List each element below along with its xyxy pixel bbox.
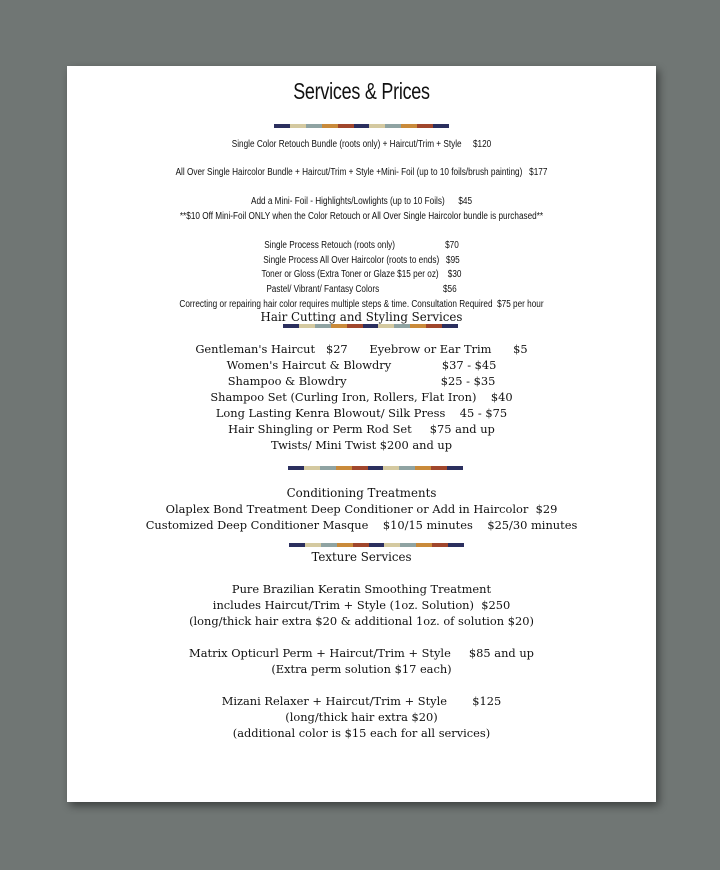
divider-stripe: [289, 543, 464, 547]
service-line: Add a Mini- Foil - Highlights/Lowlights (up to 10 Foils) $45: [250, 196, 473, 207]
service-line: Pure Brazilian Keratin Smoothing Treatment: [231, 582, 492, 596]
service-line: Twists/ Mini Twist $200 and up: [270, 438, 453, 452]
stripe-segment: [320, 466, 336, 470]
service-line: (Extra perm solution $17 each): [271, 662, 452, 676]
stripe-segment: [354, 124, 370, 128]
service-line: Matrix Opticurl Perm + Haircut/Trim + Style $85 and up: [189, 646, 534, 660]
service-line: Olaplex Bond Treatment Deep Conditioner or Add in Haircolor $29: [165, 502, 558, 516]
stripe-segment: [338, 124, 354, 128]
service-line: Shampoo Set (Curling Iron, Rollers, Flat Iron) $40: [210, 390, 513, 404]
divider-stripe: [283, 324, 458, 328]
stripe-segment: [290, 124, 306, 128]
service-line: (long/thick hair extra $20 & additional 1oz. of solution $20): [189, 614, 534, 628]
service-line: Shampoo & Blowdry $25 - $35: [227, 374, 496, 388]
stripe-segment: [283, 324, 299, 328]
service-line: Gentleman's Haircut $27 Eyebrow or Ear Trim $5: [195, 342, 528, 356]
service-line: Single Process Retouch (roots only) $70: [264, 240, 459, 251]
stripe-segment: [369, 124, 385, 128]
stripe-segment: [416, 543, 432, 547]
stripe-segment: [410, 324, 426, 328]
stripe-segment: [385, 124, 401, 128]
divider-stripe: [288, 466, 463, 470]
service-line: Long Lasting Kenra Blowout/ Silk Press 45 - $75: [215, 406, 508, 420]
stripe-segment: [399, 466, 415, 470]
service-line: (additional color is $15 each for all services): [232, 726, 491, 740]
stripe-segment: [433, 124, 449, 128]
stripe-segment: [448, 543, 464, 547]
stripe-segment: [352, 466, 368, 470]
stripe-segment: [400, 543, 416, 547]
stripe-segment: [337, 543, 353, 547]
stripe-segment: [369, 543, 385, 547]
stripe-segment: [336, 466, 352, 470]
section-heading-texture: Texture Services: [311, 550, 412, 564]
service-line: Pastel/ Vibrant/ Fantasy Colors $56: [266, 284, 457, 295]
stripe-segment: [431, 466, 447, 470]
stripe-segment: [304, 466, 320, 470]
stripe-segment: [347, 324, 363, 328]
stripe-segment: [288, 466, 304, 470]
stripe-segment: [306, 124, 322, 128]
stripe-segment: [331, 324, 347, 328]
discount-note: **$10 Off Mini-Foil ONLY when the Color Retouch or All Over Single Haircolor bundle is purchased**: [179, 211, 544, 222]
service-line: includes Haircut/Trim + Style (1oz. Solution) $250: [212, 598, 511, 612]
divider-stripe: [274, 124, 449, 128]
stripe-segment: [289, 543, 305, 547]
stripe-segment: [442, 324, 458, 328]
service-line: Single Color Retouch Bundle (roots only) + Haircut/Trim + Style $120: [231, 139, 492, 150]
stripe-segment: [417, 124, 433, 128]
service-line: All Over Single Haircolor Bundle + Haircut/Trim + Style +Mini- Foil (up to 10 foils/brush painting) $177: [175, 167, 548, 178]
stripe-segment: [315, 324, 331, 328]
stripe-segment: [415, 466, 431, 470]
service-line: Mizani Relaxer + Haircut/Trim + Style $125: [221, 694, 502, 708]
stripe-segment: [368, 466, 384, 470]
stripe-segment: [363, 324, 379, 328]
page-title: Services & Prices: [293, 78, 430, 104]
price-sheet: [67, 66, 656, 802]
stripe-segment: [322, 124, 338, 128]
stripe-segment: [432, 543, 448, 547]
stripe-segment: [401, 124, 417, 128]
stripe-segment: [305, 543, 321, 547]
service-line: Single Process All Over Haircolor (roots to ends) $95: [263, 255, 460, 266]
stripe-segment: [384, 543, 400, 547]
stripe-segment: [447, 466, 463, 470]
stripe-segment: [383, 466, 399, 470]
service-line: Hair Shingling or Perm Rod Set $75 and up: [228, 422, 495, 436]
service-line: Toner or Gloss (Extra Toner or Glaze $15 per oz) $30: [261, 269, 462, 280]
service-line: (long/thick hair extra $20): [285, 710, 438, 724]
stripe-segment: [426, 324, 442, 328]
stripe-segment: [394, 324, 410, 328]
stripe-segment: [353, 543, 369, 547]
service-line: Customized Deep Conditioner Masque $10/15 minutes $25/30 minutes: [145, 518, 578, 532]
stripe-segment: [321, 543, 337, 547]
stripe-segment: [299, 324, 315, 328]
stripe-segment: [378, 324, 394, 328]
service-line: Correcting or repairing hair color requires multiple steps & time. Consultation Required $75 per hour: [179, 299, 544, 310]
section-heading-cutting: Hair Cutting and Styling Services: [260, 310, 463, 324]
section-heading-conditioning: Conditioning Treatments: [286, 486, 437, 500]
service-line: Women's Haircut & Blowdry $37 - $45: [226, 358, 497, 372]
stripe-segment: [274, 124, 290, 128]
